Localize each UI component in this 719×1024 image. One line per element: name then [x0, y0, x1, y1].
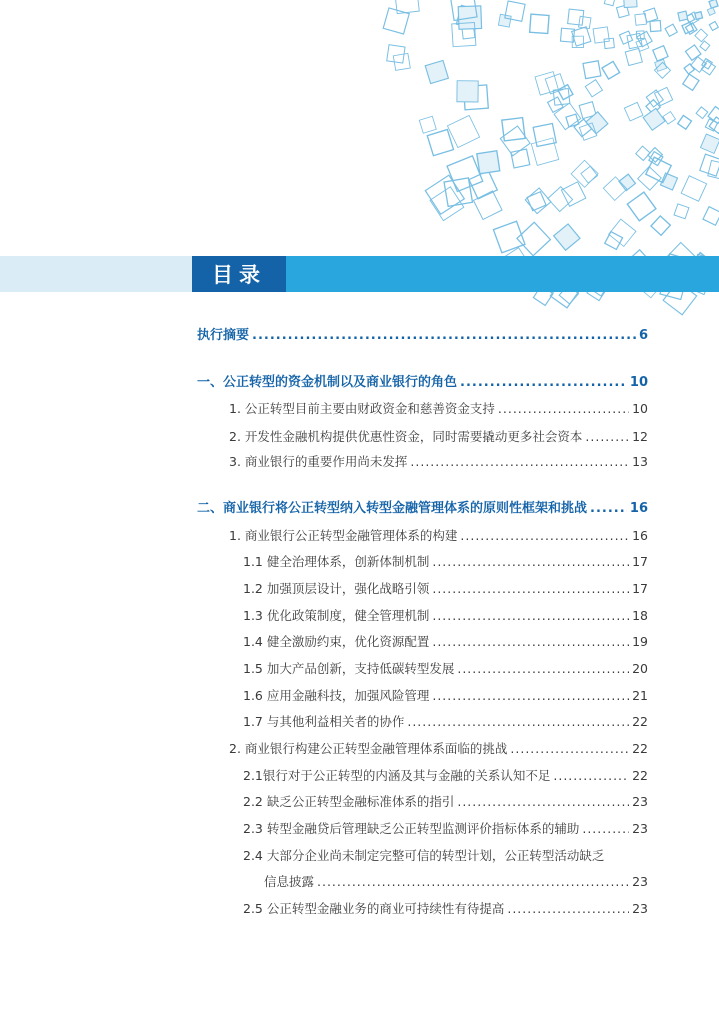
decorative-square	[602, 61, 620, 79]
toc-entry-section-2[interactable]	[197, 500, 648, 518]
toc-page-number: 21	[632, 688, 648, 703]
decorative-square	[473, 191, 502, 220]
toc-leader	[432, 633, 629, 651]
decorative-square	[561, 182, 585, 206]
decorative-square	[430, 187, 464, 221]
toc-page-number: 17	[632, 554, 648, 569]
decorative-square	[650, 21, 661, 32]
decorative-square	[684, 64, 694, 74]
decorative-square	[525, 188, 551, 214]
toc-page-number: 22	[632, 714, 648, 729]
toc-entry-label: 1.3 优化政策制度，健全管理机制	[243, 608, 430, 623]
toc-entry[interactable]	[229, 428, 648, 446]
toc-leader	[407, 713, 629, 731]
toc-entry-label: 3. 商业银行的重要作用尚未发挥	[229, 454, 408, 469]
decorative-square	[678, 115, 692, 129]
toc-entry[interactable]	[243, 713, 648, 731]
decorative-square	[695, 29, 708, 42]
toc-leader	[460, 527, 629, 545]
toc-entry-label: 1. 商业银行公正转型金融管理体系的构建	[229, 528, 458, 543]
decorative-square	[665, 24, 677, 36]
decorative-square	[627, 192, 656, 221]
decorative-square	[619, 174, 636, 191]
toc-leader	[410, 453, 629, 471]
toc-page-number: 16	[632, 528, 648, 543]
toc-leader	[585, 428, 629, 446]
decorative-square	[605, 232, 623, 250]
toc-entry-label: 1.7 与其他利益相关者的协作	[243, 714, 405, 729]
toc-entry[interactable]	[243, 687, 648, 705]
toc-leader	[432, 580, 629, 598]
decorative-square	[395, 0, 420, 14]
decorative-square	[531, 138, 558, 165]
toc-entry-label: 1.2 加强顶层设计，强化战略引领	[243, 581, 430, 596]
toc-page-number: 6	[638, 328, 648, 343]
toc-leader	[432, 553, 629, 571]
toc-entry-label: 信息披露	[264, 874, 315, 889]
decorative-square	[419, 116, 436, 133]
decorative-square	[517, 222, 550, 255]
toc-entry[interactable]	[243, 580, 648, 598]
toc-leader	[553, 767, 629, 785]
toc-page-number: 12	[632, 429, 648, 444]
decorative-square	[425, 60, 448, 83]
decorative-square	[625, 48, 642, 65]
toc-entry[interactable]	[229, 400, 648, 418]
decorative-square	[511, 149, 530, 168]
toc-entry-label: 2.5 公正转型金融业务的商业可持续性有待提高	[243, 901, 505, 916]
toc-leader	[457, 793, 629, 811]
toc-entry[interactable]	[243, 793, 648, 811]
toc-leader	[432, 687, 629, 705]
toc-entry[interactable]	[243, 633, 648, 651]
toc-page-number: 13	[632, 454, 648, 469]
toc-leader	[457, 660, 629, 678]
decorative-square	[533, 123, 556, 146]
decorative-square	[678, 11, 688, 21]
toc-leader	[507, 900, 629, 918]
decorative-square	[493, 221, 525, 253]
toc-entry[interactable]	[243, 660, 648, 678]
toc-entry-label: 2. 开发性金融机构提供优惠性资金，同时需要撬动更多社会资本	[229, 429, 583, 444]
toc-entry-label: 二、商业银行将公正转型纳入转型金融管理体系的原则性框架和挑战	[197, 501, 588, 516]
decorative-square	[548, 187, 573, 212]
decorative-square	[653, 46, 668, 61]
toc-leader	[432, 607, 629, 625]
toc-entry-label: 2.3 转型金融贷后管理缺乏公正转型监测评价指标体系的辅助	[243, 821, 580, 836]
decorative-square	[709, 0, 718, 8]
toc-entry-section-1[interactable]	[197, 374, 648, 392]
decorative-square	[530, 14, 549, 33]
decorative-square	[696, 107, 708, 119]
decorative-square	[457, 81, 478, 102]
decorative-square	[624, 0, 638, 8]
toc-entry-label: 2.4 大部分企业尚未制定完整可信的转型计划，公正转型活动缺乏	[243, 848, 605, 863]
toc-entry-label: 一、公正转型的资金机制以及商业银行的角色	[197, 375, 458, 390]
toc-entry[interactable]	[243, 607, 648, 625]
decorative-square	[447, 115, 479, 147]
decorative-square	[681, 176, 706, 201]
decorative-square	[700, 154, 719, 176]
toc-entry[interactable]	[243, 820, 648, 838]
decorative-square	[700, 41, 710, 51]
decorative-square	[505, 1, 525, 21]
toc-page-number: 23	[632, 874, 648, 889]
toc-leader	[590, 500, 627, 518]
decorative-square	[705, 119, 717, 131]
decorative-square	[651, 216, 670, 235]
decorative-square	[624, 102, 643, 121]
toc-entry-label: 2. 商业银行构建公正转型金融管理体系面临的挑战	[229, 741, 508, 756]
decorative-square	[708, 106, 719, 123]
toc-entry-label: 2.2 缺乏公正转型金融标准体系的指引	[243, 794, 455, 809]
toc-page-number: 22	[632, 741, 648, 756]
toc-page-number: 10	[632, 401, 648, 416]
toc-page-number: 20	[632, 661, 648, 676]
decorative-square	[568, 9, 584, 25]
decorative-square	[427, 129, 453, 155]
decorative-square	[695, 12, 703, 20]
toc-page-number: 10	[629, 375, 648, 390]
toc-entry[interactable]	[243, 900, 648, 918]
toc-leader	[252, 327, 636, 345]
decorative-square	[383, 8, 409, 34]
toc-page-number: 23	[632, 794, 648, 809]
decorative-square	[581, 166, 598, 183]
toc-page-number: 23	[632, 821, 648, 836]
toc-page-number: 19	[632, 634, 648, 649]
toc-page-number: 18	[632, 608, 648, 623]
toc-entry[interactable]	[243, 847, 648, 865]
toc-entry-label: 执行摘要	[197, 328, 250, 343]
decorative-square	[703, 207, 719, 226]
decorative-square	[685, 45, 700, 60]
toc-entry-label: 1.5 加大产品创新，支持低碳转型发展	[243, 661, 455, 676]
decorative-square	[683, 74, 699, 90]
toc-leader	[460, 374, 627, 392]
toc-page-number: 16	[629, 501, 648, 516]
toc-page-number: 23	[632, 901, 648, 916]
decorative-square	[638, 167, 662, 191]
toc-entry[interactable]	[229, 527, 648, 545]
toc-leader	[510, 740, 629, 758]
toc-entry[interactable]	[243, 553, 648, 571]
toc-entry[interactable]	[229, 453, 648, 471]
toc-entry[interactable]	[243, 767, 648, 785]
toc-entry-label: 1.4 健全激励约束，优化资源配置	[243, 634, 430, 649]
decorative-square	[477, 151, 500, 174]
decorative-square	[619, 31, 632, 44]
decorative-square	[700, 134, 719, 153]
decorative-square	[583, 61, 601, 79]
decorative-square	[708, 160, 719, 179]
decorative-square	[643, 108, 665, 130]
decorative-square	[585, 80, 602, 97]
toc-leader	[317, 873, 629, 891]
toc-leader	[498, 400, 629, 418]
toc-entry-label: 1.6 应用金融科技，加强风险管理	[243, 688, 430, 703]
toc-entry[interactable]	[229, 740, 648, 758]
decorative-square	[663, 112, 676, 125]
decorative-square	[636, 146, 650, 160]
decorative-square	[674, 204, 689, 219]
decorative-square	[554, 224, 580, 250]
decorative-square	[425, 175, 464, 214]
decorative-square	[655, 59, 667, 71]
decorative-square	[709, 22, 718, 31]
decorative-square	[593, 27, 609, 43]
toc-entry-label: 2.1银行对于公正转型的内涵及其与金融的关系认知不足	[243, 768, 551, 783]
toc-page-number: 17	[632, 581, 648, 596]
toc-entry-label: 1.1 健全治理体系，创新体制机制	[243, 554, 430, 569]
toc-leader	[582, 820, 629, 838]
toc-entry-executive-summary[interactable]	[197, 327, 648, 345]
toc-entry-continuation[interactable]	[264, 873, 648, 891]
toc-page-number: 22	[632, 768, 648, 783]
toc-entry-label: 1. 公正转型目前主要由财政资金和慈善资金支持	[229, 401, 495, 416]
decorative-square	[604, 0, 615, 6]
decorative-square	[558, 85, 573, 100]
page-title: 目录	[192, 256, 286, 292]
